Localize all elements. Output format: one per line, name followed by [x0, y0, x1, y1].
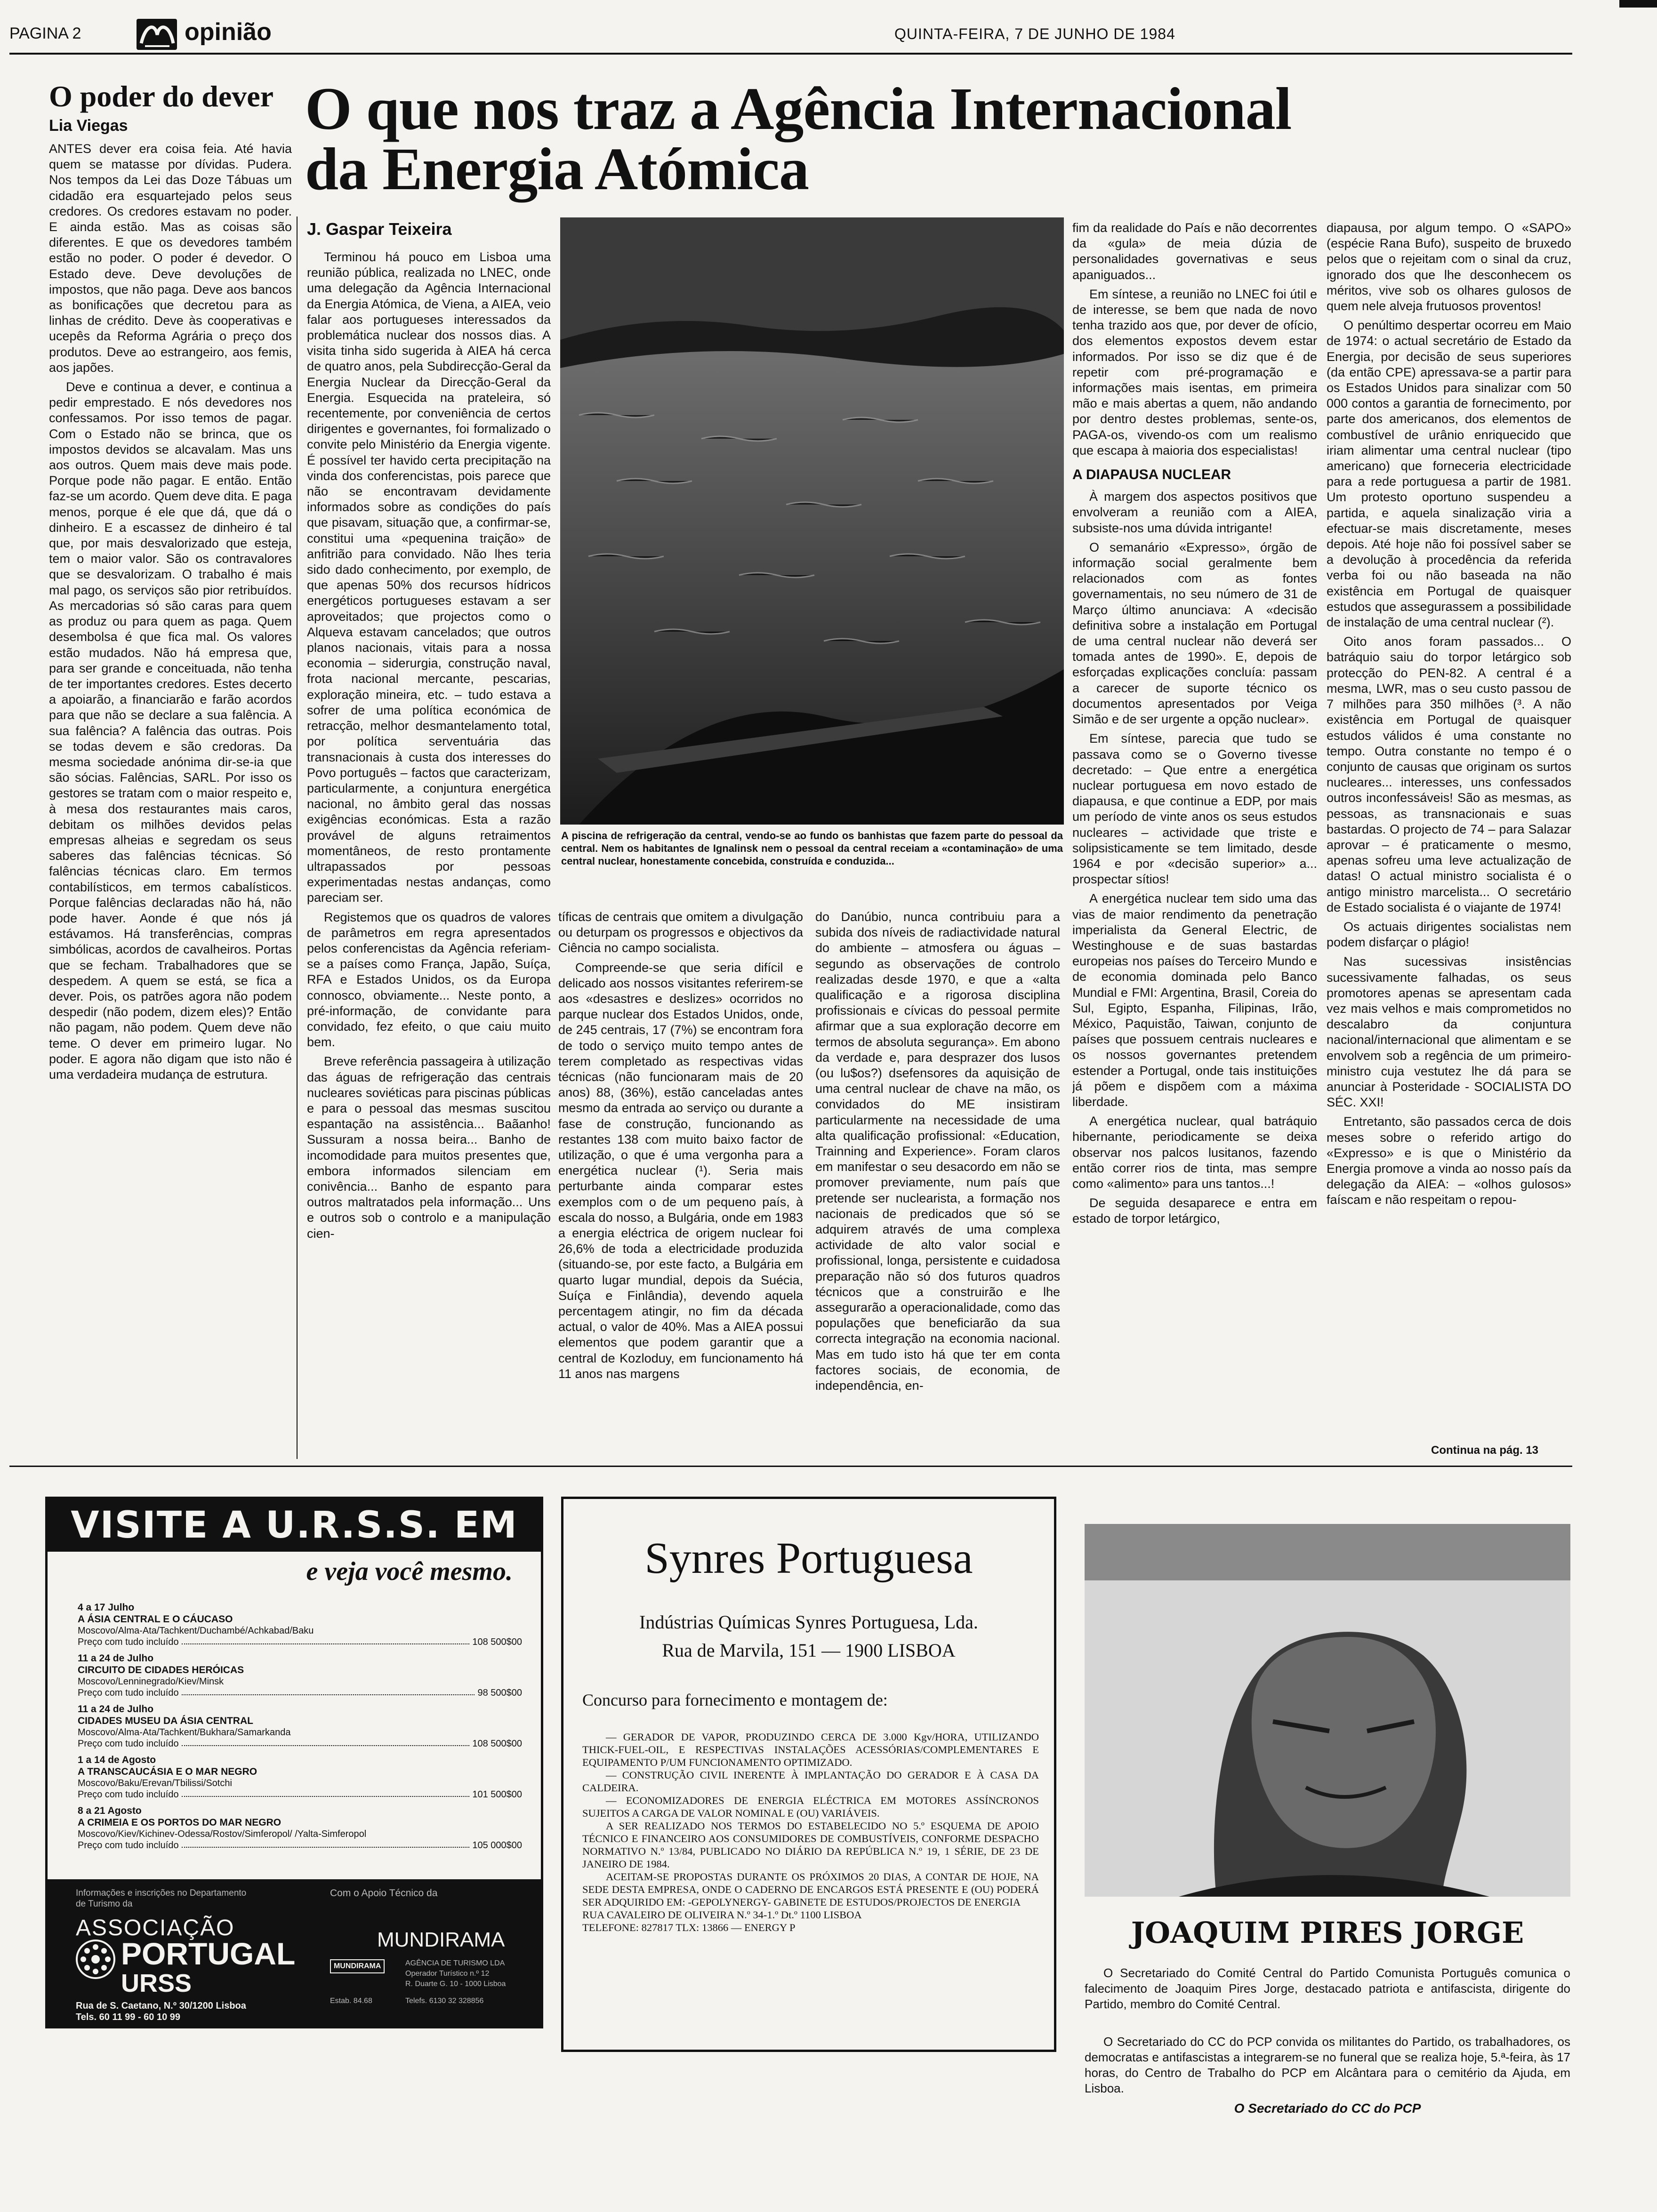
tour-price-label: Preço com tudo incluído — [78, 1789, 179, 1800]
news-photo — [560, 217, 1064, 825]
tour-route: Moscovo/Alma-Ata/Tachkent/Duchambé/Achkabad/Baku — [78, 1626, 314, 1636]
assoc-name-1: ASSOCIAÇÃO — [76, 1915, 235, 1940]
ad-info-left: Informações e inscrições no Departamento de Turismo da — [76, 1888, 247, 1909]
main-paragraph: Terminou há pouco em Lisboa uma reunião pública, realizada no LNEC, onde uma delegação da Agência Internacional da Energia Atómica, de Viena, a AIEA, veio falar aos portugueses interessados da problemática nuclear dos nossos dias. A visita tinha sido sugerida à AIEA há cerca de quatro anos, pela Subdirecção-Geral da Energia Nuclear da Direcção-Geral da Energia. Esquecida na prateleira, só recentemente, por conveniência de certos dirigentes e governantes, foi formalizado o convite pelo Ministério da Energia vigente. É possível ter havido certa precipitação na vinda dos conferencistas, pois parece que não se encontravam devidamente informados sobre as condições do país que pisavam, situação que, a confirmar-se, constitui uma «pequenina traição» de anfitrião para convidado. Não lhes teria sido dado conhecimento, por exemplo, de que apenas 50% dos recursos hídricos energéticos portugueses estavam a ser aproveitados; que projectos como o Alqueva estavam cancelados; que outros planos nacionais, vitais para a nossa economia – siderurgia, construção naval, frota nacional mercante, pescarias, exploração mineira, etc. – tudo estava a sofrer de uma política económica de retracção, melhor desmantelamento total, por política serventuária das transnacionais à custa dos interesses do Povo português – factos que caracterizam, particularmente, a conjuntura energética nacional, no âmbito geral das nossas exigências económicas. Esta a razão provável de alguns retraimentos momentâneos, de resto prontamente ultrapassados por pessoas experimentadas nestas andanças, como pareciam ser. — [307, 250, 551, 905]
agency-tel: Estab. 84.68 — [330, 1997, 372, 2005]
corner-mark — [1619, 0, 1657, 8]
synres-item: — ECONOMIZADORES DE ENERGIA ELÉCTRICA EM MOTORES ASSÍNCRONOS SUJEITOS A CARGA DE VALOR NOMINAL E (OU) VARIÁVEIS. — [582, 1795, 1039, 1819]
tour-item — [78, 1652, 522, 1699]
left-article-author: Lia Viegas — [49, 117, 128, 135]
obituary-para: O Secretariado do Comité Central do Partido Comunista Português comunica o falecimento de Joaquim Pires Jorge, destacado patriota e antifascista, dirigente do Partido, membro do Comité Central. — [1085, 1966, 1570, 2011]
assoc-address: Rua de S. Caetano, N.º 30/1200 Lisboa — [76, 2001, 246, 2011]
assoc-name-2: PORTUGAL — [121, 1936, 296, 1971]
tour-price-label: Preço com tudo incluído — [78, 1840, 179, 1851]
subheading: A DIAPAUSA NUCLEAR — [1072, 467, 1231, 483]
main-paragraph: fim da realidade do País e não decorrentes da «gula» de meia dúzia de personalidades governativas e seus apaniguados... — [1072, 221, 1317, 282]
tour-name: A ÁSIA CENTRAL E O CÁUCASO — [78, 1614, 233, 1625]
tour-price-row — [78, 1738, 522, 1749]
ad-urss-footer — [48, 1879, 541, 2026]
tour-name: A TRANSCAUCÁSIA E O MAR NEGRO — [78, 1766, 257, 1777]
left-article-body — [49, 141, 292, 1450]
ad-urss-title: VISITE A U.R.S.S. EM 1984 — [48, 1499, 541, 1552]
tour-price-row — [78, 1789, 522, 1800]
leader-dots — [182, 1687, 475, 1695]
tour-price-label: Preço com tudo incluído — [78, 1739, 179, 1749]
ad-info-right: Com o Apoio Técnico da — [330, 1888, 438, 1899]
obituary-photo — [1085, 1524, 1570, 1897]
synres-item: A SER REALIZADO NOS TERMOS DO ESTABELECIDO NO 5.º ESQUEMA DE APOIO TÉCNICO E FINANCEIRO AOS CONSUMIDORES DE COMBUSTÍVEIS, CONFORME DESPACHO NORMATIVO N.º 13/84, PUBLICADO NO DIÁRIO DA REPÚBLICA N.º 19, 1 SÉRIE, DE 23 DE JANEIRO DE 1984. — [582, 1820, 1039, 1870]
main-paragraph: À margem dos aspectos positivos que envolveram a reunião com a AIEA, subsiste-nos uma dúvida intrigante! — [1072, 489, 1317, 535]
agency-logo: MUNDIRAMA — [330, 1959, 385, 1973]
main-paragraph: O semanário «Expresso», órgão de informação social geralmente bem relacionados com as fontes governamentais, no seu número de 31 de Março último anunciava: A «decisão definitiva sobre a instalação em Portugal de uma central nuclear não deverá ser tomada antes de 1990». E, depois de esforçadas explicações concluía: passam a carecer de suporte técnico os documentos apresentados por Veiga Simão e de ser urgente a opção nuclear». — [1072, 540, 1317, 727]
main-paragraph: Compreende-se que seria difícil e delicado aos nossos visitantes referirem-se aos «desastres e deslizes» ocorridos no parque nuclear dos Estados Unidos, onde, de 245 centrais, 17 (7%) se encontram fora de todo o serviço muito tempo antes de terem completado as respectivas vidas técnicas (não funcionaram mais de 20 anos) 88, (36%), estão canceladas antes mesmo da entrada ao serviço ou durante a fase de construção, funcionando as restantes 138 com muito baixo factor de utilização, o que é uma vergonha para a energética nuclear (¹). Seria mais perturbante ainda comparar estes exemplos com o de um pequeno país, à escala do nosso, a Bulgária, onde em 1983 a energia eléctrica de origem nuclear foi 26,6% de toda a electricidade produzida (situando-se, por este facto, a Bulgária em quarto lugar mundial, depois da Suécia, Suíça e Finlândia), devendo aquela percentagem atingir, no fim da década actual, o valor de 40%. Mas a AIEA possui elementos que podem garantir que a central de Kozloduy, em funcionamento há 11 anos nas margens — [558, 960, 803, 1381]
left-article-title: O poder do dever — [49, 80, 274, 113]
tour-dates: 4 a 17 Julho — [78, 1602, 135, 1613]
left-article-para: Deve e continua a dever, e continua a pedir emprestado. E nós devedores nos confessamos. Por isso temos de pagar. Com o Estado não se brinca, que os impostos devidos se alcavalam. Mas uns aos outros. Quem mais deve mais pode. Porque pode não pagar. E então. Então faz-se um acordo. Quem deve dita. E paga menos, porque é ele que dá, que dá o dinheiro. E a escassez de dinheiro é tal que, por mais desvalorizado que esteja, tem o maior valor. São os contravalores que se desvalorizam. O trabalho é mais mal pago, os serviços são pior retribuídos. As mercadorias só são caras para quem as produz ou para quem as paga. Quem desembolsa é que fica mal. Os valores estão mudados. Não há empresa que, para ser grande e conceituada, não tenha de ter importantes credores. Estes decerto a apoiarão, a financiarão e farão acordos para que não se declare a sua falência. A sua falência? A falência das outras. Pois se todas devem e são credoras. Da mesma sociedade anónima dir-se-ia que são sócias. Falências, SARL. Por isso os gestores se tratam com o maior respeito e, à mesa dos restaurantes mais caros, debitam os milhões devidos pelas empresas alheias e segredam os seus saberes das falências técnicas. Só falências técnicas claro. Em termos contabilísticos, em termos cabalísticos. Porque falências declaradas não há, não pode haver. Aonde é que nós já estávamos. Há transferências, compras simbólicas, acordos de cavalheiros. Portas que se fecham. Trabalhadores que se despedem. A quem se está, se fica a dever. Pois, os patrões agora não podem despedir (não podem, dizem eles)? Então não pagam, não podem. Quem deve não teme. O dever em primeiro lugar. No poder. E agora não digam que isto não é uma verdadeira mudança de estrutura. — [49, 380, 292, 1082]
photo-caption: A piscina de refrigeração da central, vendo-se ao fundo os banhistas que fazem parte do pessoal da central. Nem os habitantes de Ignalinsk nem o pessoal da central receiam a «contaminação» de uma central nuclear, honestamente concebida, construída e conduzida... — [561, 830, 1063, 867]
main-paragraph: diapausa, por algum tempo. O «SAPO» (espécie Rana Bufo), suspeito de bruxedo pelos que o rejeitam com o sinal da cruz, ignorado dos que lhe desconhecem os méritos, vive sob os olhares gulosos de quem nele alveja frutuosos proventos! — [1327, 221, 1571, 313]
tour-item — [78, 1754, 522, 1800]
section-rule — [9, 1466, 1572, 1467]
tour-dates: 11 a 24 de Julho — [78, 1704, 154, 1715]
main-article-col4 — [1072, 220, 1317, 1459]
main-paragraph: A energética nuclear tem sido uma das vias de maior rendimento da penetração imperialista da General Electric, de Westinghouse e de suas bastardas europeias nos países do Terceiro Mundo e de economia dominada pelo Banco Mundial e FMI: Argentina, Brasil, Coreia do Sul, Egipto, Espanha, Filipinas, Irão, México, Paquistão, Taiwan, conjunto de países que possuem centrais nucleares e os nossos governantes pretendem estender a Portugal, onde tais instituições já põem e dispõem com a máxima liberdade. — [1072, 891, 1317, 1109]
ad-urss-subtitle: e veja você mesmo. — [306, 1557, 513, 1586]
ad-synres — [561, 1497, 1056, 2052]
tour-name: CIDADES MUSEU DA ÁSIA CENTRAL — [78, 1715, 253, 1726]
main-article-author: J. Gaspar Teixeira — [307, 219, 452, 239]
section-title: opinião — [185, 18, 272, 46]
tour-name: CIRCUITO DE CIDADES HERÓICAS — [78, 1665, 244, 1675]
tour-dates: 1 a 14 de Agosto — [78, 1755, 156, 1765]
leader-dots — [182, 1789, 470, 1797]
main-paragraph: Registemos que os quadros de valores de parâmetros em regra apresentados pelos conferencistas da Agência referiam-se a países como França, Japão, Suíça, RFA e Estados Unidos, os da Europa connosco, obviamente... Neste ponto, a pré-informação, de convidante para convidado, fez efeito, o que caiu muito bem. — [307, 910, 551, 1050]
agency-lic: Operador Turístico n.º 12 — [405, 1970, 490, 1978]
leader-dots — [182, 1636, 470, 1644]
tour-price: 98 500$00 — [477, 1688, 522, 1698]
assoc-phone: Tels. 60 11 99 - 60 10 99 — [76, 2012, 181, 2022]
tour-dates: 8 a 21 Agosto — [78, 1805, 142, 1816]
tour-dates: 11 a 24 de Julho — [78, 1653, 154, 1664]
tour-price-row — [78, 1687, 522, 1699]
main-paragraph: De seguida desaparece e entra em estado de torpor letárgico, — [1072, 1196, 1317, 1226]
tour-price: 105 000$00 — [472, 1840, 522, 1851]
leader-dots — [182, 1738, 470, 1746]
star-logo-icon — [76, 1940, 115, 1979]
left-article-para: ANTES dever era coisa feia. Até havia quem se matasse por dívidas. Pudera. Nos tempos da Lei das Doze Tábuas um cidadão era esquartejado pelos seus credores. Os credores estavam no poder. E ainda estão. Mas as coisas são diferentes. E que os devedores também estão no poder. O poder é devedor. O Estado deve. Deve devoluções de impostos, que não paga. Deve aos bancos as bonificações que decretou para as linhas de crédito. Deve às cooperativas e ucepês da Reforma Agrária o preço dos produtos. Deve ao estrangeiro, aos femis, aos japões. — [49, 142, 292, 375]
tour-price: 101 500$00 — [472, 1789, 522, 1800]
synres-item: RUA CAVALEIRO DE OLIVEIRA N.º 34-1.º Dt.º 1100 LISBOA — [582, 1909, 862, 1921]
leader-dots — [182, 1840, 470, 1848]
obituary-name: JOAQUIM PIRES JORGE — [1131, 1915, 1524, 1950]
main-article-col2 — [558, 909, 803, 1459]
main-paragraph: Entretanto, são passados cerca de dois meses sobre o referido artigo do «Expresso» e is que o Ministério da Energia promove a vinda ao nosso país da delegação da AIEA: – «olhos gulosos» faíscam e não respeitam o repou- — [1327, 1114, 1571, 1207]
main-paragraph: O penúltimo despertar ocorreu em Maio de 1974: o actual secretário de Estado da Energia, por decisão de seus superiores (da então CPE) apressava-se a partir para os Estados Unidos para sinalizar com 50 000 contos a garantia de fornecimento, por parte dos americanos, dos elementos de combustível de urânio enriquecido que iriam alimentar uma central nuclear (tipo americano) que forneceria electricidade para a rede portuguesa a partir de 1981. Um protesto oportuno suspendeu a partida, e aquela sinalização viria a efectuar-se mais discretamente, meses depois. Até hoje não foi possível saber se a devolução à procedência da referida verba foi ou não baseada na não existência em Portugal de quaisquer estudos que assegurassem a possibilidade de instalação de uma central nuclear (²). — [1327, 318, 1571, 630]
synres-company: Indústrias Químicas Synres Portuguesa, Lda. — [639, 1611, 978, 1633]
tour-item — [78, 1805, 522, 1851]
main-paragraph: Nas sucessivas insistências sucessivamente falhadas, os seus promotores apenas se apresentam cada vez mais velhos e mais comprometidos no descalabro da conjuntura nacional/internacional que alimentam e se envolvem sob a regência de um primeiro-ministro cuja vestutez lhe dá para se anunciar à Posteridade - SOCIALISTA DO SÉC. XXI! — [1327, 954, 1571, 1110]
agency-tel2: Telefs. 6130 32 328856 — [405, 1997, 484, 2005]
main-paragraph: tíficas de centrais que omitem a divulgação ou deturpam os progressos e objectivos da Ciência no campo socialista. — [558, 910, 803, 955]
obituary-signature: O Secretariado do CC do PCP — [1234, 2101, 1421, 2116]
main-headline-line2: da Energia Atómica — [305, 136, 809, 202]
tour-price-label: Preço com tudo incluído — [78, 1688, 179, 1698]
tour-route: Moscovo/Baku/Erevan/Tbilissi/Sotchi — [78, 1778, 232, 1788]
agency-name: MUNDIRAMA — [377, 1928, 505, 1951]
tour-list — [48, 1594, 541, 1851]
synres-item: — CONSTRUÇÃO CIVIL INERENTE À IMPLANTAÇÃO DO GERADOR E À CASA DA CALDEIRA. — [582, 1769, 1039, 1794]
synres-address: Rua de Marvila, 151 — 1900 LISBOA — [662, 1640, 956, 1661]
main-paragraph: Oito anos foram passados... O batráquio saiu do torpor letárgico sob protecção do PEN-82. A central é a mesma, LWR, mas o seu custo passou de 7 milhões para 350 milhões (³. A não existência em Portugal de quaisquer estudos válidos é uma constante no tempo. Outra constante no tempo é o conjunto de causas que originam os surtos nucleares... interesses, uns confessados outros inconfessáveis! São as mesmas, as pessoas, as transnacionais e suas bastardas. O projecto de 74 – para Salazar aprovar – é praticamente o mesmo, apenas sofreu uma leve actualização de datas! O actual ministro socialista é o antigo ministro marcelista... O secretário de Estado socialista é o viajante de 1974! — [1327, 634, 1571, 914]
tour-price-row — [78, 1636, 522, 1648]
obituary-para: O Secretariado do CC do PCP convida os militantes do Partido, os trabalhadores, os democratas e antifascistas a integrarem-se no funeral que se realiza hoje, 5.ª-feira, às 17 horas, do Centro de Trabalho do PCP em Alcântara para o cemitério da Ajuda, em Lisboa. — [1085, 2035, 1570, 2095]
tour-item — [78, 1602, 522, 1648]
main-article-col3 — [815, 909, 1060, 1459]
main-paragraph: Breve referência passageira à utilização das águas de refrigeração das centrais nucleares soviéticas para piscinas públicas e para o pessoal das mesmas suscitou espantação na assistência... Baãanho! Sussuram a nossa beira... Banho de incomodidade para muitos presentes que, embora informados silenciam em conivência... Banho de espanto para outros maltratados pela informação... Uns e outros sob o controlo e a manipulação cien- — [307, 1054, 551, 1241]
tour-price: 108 500$00 — [472, 1637, 522, 1647]
ad-urss — [45, 1497, 543, 2028]
masthead-rule — [9, 53, 1572, 55]
tour-route: Moscovo/Kiev/Kichinev-Odessa/Rostov/Simferopol/ /Yalta-Simferopol — [78, 1829, 367, 1839]
column-rule — [297, 216, 298, 1459]
synres-items — [582, 1731, 1039, 1934]
synres-item: ACEITAM-SE PROPOSTAS DURANTE OS PRÓXIMOS 20 DIAS, A CONTAR DE HOJE, NA SEDE DESTA EMPRESA, ONDE O CADERNO DE ENCARGOS ESTÁ PRESENTE E (OU) PODERÁ SER ADQUIRIDO EM: -GEPOLYNERGY- GABINETE DE ESTUDOS/PROJECTOS DE ENERGIA — [582, 1871, 1039, 1908]
tour-route: Moscovo/Lenninegrado/Kiev/Minsk — [78, 1676, 224, 1687]
agency-desc: AGÊNCIA DE TURISMO LDA — [405, 1959, 505, 1967]
main-article-col5 — [1327, 220, 1571, 1439]
main-paragraph: Em síntese, a reunião no LNEC foi útil e de interesse, se bem que nada de novo tenha trazido aos que, por dever de ofício, dos elementos expostos devem estar informados. Por isso se diz que é de repetir com pré-programação e informações mais isentas, em primeira mão e mais abertas a quem, não andando por dentro destes problemas, sente-os, PAGA-os, vivendo-os com um realismo que escapa à maioria dos especialistas! — [1072, 287, 1317, 457]
main-paragraph: Em síntese, parecia que tudo se passava como se o Governo tivesse decretado: – Que entre a energética nuclear portuguesa em novo estado de diapausa, e que continue a EDP, por mais um período de vinte anos os seus estudos nucleares – actividade que triste e solipsisticamente se tem limitado, desde 1964 e por «decisão superior» a... prospectar sítios! — [1072, 731, 1317, 887]
tour-price: 108 500$00 — [472, 1739, 522, 1749]
synres-item: TELEFONE: 827817 TLX: 13866 — ENERGY P — [582, 1922, 796, 1933]
main-paragraph: do Danúbio, nunca contribuiu para a subida dos níveis de radiactividade natural do ambiente – atmosfera ou águas – segundo as observações de controlo realizadas desde 1970, e que a «alta qualificação e a rigorosa disciplina profissionais e cívicas do pessoal permite afirmar que a sua exploração decorre em termos de absoluta segurança». Em abono da verdade e, para desprazer dos lusos (ou lu$os?) dsefensores da aquisição de uma central nuclear de chave na mão, os convidados do ME insistiram particularmente na necessidade de uma alta qualificação profissional: «Education, Trainning and Experience». Foram claros em manifestar o seu desacordo em não se promover previamente, num país que pretende ser nuclearista, a formação nos nacionais de predicados que só se adquirem através de uma complexa actividade de alto valor social e profissional, longa, persistente e cuidadosa preparação não só dos futuros quadros técnicos que a construirão e lhe assegurarão a operacionalidade, como das populações que beneficiarão da sua correcta integração na economia nacional. Mas em tudo isto há que ter em conta factores sociais, de economia, de independência, en- — [815, 910, 1060, 1393]
page-number: PAGINA 2 — [9, 24, 81, 42]
tour-price-row — [78, 1840, 522, 1851]
main-article-col1 — [307, 249, 551, 1459]
synres-name: Synres Portuguesa — [644, 1534, 973, 1583]
synres-item: — GERADOR DE VAPOR, PRODUZINDO CERCA DE 3.000 Kgv/HORA, UTILIZANDO THICK-FUEL-OIL, E RESPECTIVAS INSTALAÇÕES ACESSÓRIAS/COMPLEMENTARES E EQUIPAMENTO P/UM FUNCIONAMENTO OPTIMIZADO. — [582, 1731, 1039, 1768]
main-paragraph: Os actuais dirigentes socialistas nem podem disfarçar o plágio! — [1327, 919, 1571, 950]
main-headline-line1: O que nos traz a Agência Internacional — [305, 75, 1292, 142]
tour-item — [78, 1703, 522, 1749]
section-logo-icon — [137, 19, 177, 50]
tour-name: A CRIMEIA E OS PORTOS DO MAR NEGRO — [78, 1817, 282, 1828]
tour-route: Moscovo/Alma-Ata/Tachkent/Bukhara/Samarkanda — [78, 1727, 291, 1738]
main-paragraph: A energética nuclear, qual batráquio hibernante, periodicamente se deixa observar nos palcos lusitanos, fazendo então correr rios de tinta, mas sempre como «alimento» para uns tantos...! — [1072, 1114, 1317, 1191]
page-date: QUINTA-FEIRA, 7 DE JUNHO DE 1984 — [894, 25, 1175, 42]
agency-addr: R. Duarte G. 10 - 1000 Lisboa — [405, 1980, 506, 1988]
continued-note: Continua na pág. 13 — [1431, 1444, 1539, 1457]
assoc-name-3: URSS — [121, 1969, 192, 1997]
synres-contest: Concurso para fornecimento e montagem de: — [582, 1691, 888, 1709]
tour-price-label: Preço com tudo incluído — [78, 1637, 179, 1647]
